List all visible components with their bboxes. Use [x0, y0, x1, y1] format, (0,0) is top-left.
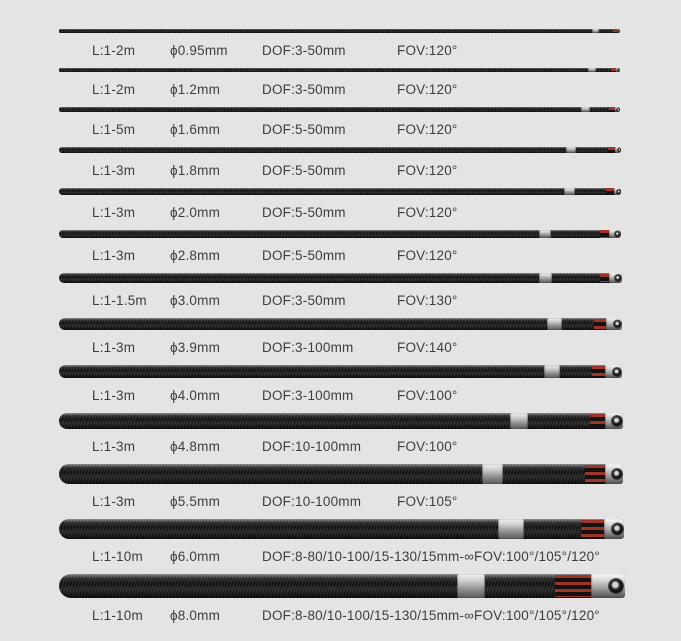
probe-fov-label: FOV:130°	[397, 293, 458, 308]
probe-fov-label: FOV:120°	[397, 122, 458, 137]
camera-head	[615, 107, 620, 112]
cable-tip-depth-stripes	[592, 366, 605, 377]
probe-row	[0, 519, 681, 574]
probe-diameter-label: ϕ4.0mm	[170, 388, 221, 403]
probe-cable-image	[59, 365, 622, 378]
probe-spec-line	[0, 378, 681, 413]
probe-cable-image	[59, 147, 621, 153]
probe-cable-image	[59, 107, 620, 112]
cable-braid-texture	[59, 107, 620, 112]
camera-head	[614, 188, 621, 195]
camera-head	[605, 365, 622, 378]
probe-dof-label: DOF:3-50mm	[262, 293, 346, 308]
camera-lens-icon	[617, 108, 620, 111]
probe-spec-line	[0, 598, 681, 633]
probe-row	[0, 365, 681, 413]
probe-fov-label: FOV:140°	[397, 340, 458, 355]
probe-cable-image	[59, 273, 622, 283]
cable-braid-texture	[59, 519, 624, 539]
cable-collar	[539, 273, 552, 283]
camera-head	[616, 68, 620, 72]
cable-braid-texture	[59, 29, 620, 33]
camera-lens-icon	[615, 232, 620, 237]
cable-braid-texture	[59, 188, 621, 195]
probe-fov-label: FOV:120°	[397, 82, 458, 97]
probe-fov-label: FOV:105°	[397, 494, 458, 509]
probe-fov-label: FOV:120°	[397, 205, 458, 220]
probe-length-label: L:1-3m	[92, 163, 136, 178]
cable-tip-depth-stripes	[594, 319, 606, 330]
cable-collar	[498, 519, 524, 539]
probe-dof-label: DOF:3-50mm	[262, 82, 346, 97]
cable-collar	[539, 230, 551, 238]
camera-head	[605, 413, 623, 429]
cable-tip-depth-stripes	[600, 274, 609, 283]
cable-collar	[482, 464, 503, 484]
probe-row	[0, 273, 681, 318]
probe-length-label: L:1-1.5m	[92, 293, 147, 308]
probe-cable-image	[59, 464, 623, 484]
probe-cable-image	[59, 29, 620, 33]
probe-diameter-label: ϕ6.0mm	[170, 549, 221, 564]
probe-diameter-label: ϕ2.0mm	[170, 205, 221, 220]
camera-head	[605, 464, 623, 484]
cable-tip-depth-stripes	[606, 188, 614, 194]
cable-braid-texture	[59, 147, 621, 153]
probe-diameter-label: ϕ3.0mm	[170, 293, 221, 308]
camera-lens-icon	[612, 416, 622, 426]
probe-dof-label: DOF:10-100mm	[262, 494, 362, 509]
camera-head	[606, 318, 622, 330]
cable-tip-depth-stripes	[590, 414, 605, 428]
camera-head	[615, 147, 621, 153]
cable-braid-texture	[59, 413, 623, 429]
probe-diameter-label: ϕ1.8mm	[170, 163, 221, 178]
probe-fov-label: FOV:100°/105°/120°	[474, 608, 600, 623]
cable-collar	[457, 574, 485, 598]
probe-cable-image	[59, 230, 621, 238]
cable-collar	[566, 147, 576, 153]
probe-dof-label: DOF:3-100mm	[262, 340, 354, 355]
probe-dof-label: DOF:3-50mm	[262, 43, 346, 58]
probe-cable-image	[59, 519, 624, 539]
probe-diameter-label: ϕ4.8mm	[170, 439, 221, 454]
camera-head	[591, 574, 625, 598]
probe-dof-label: DOF:5-50mm	[262, 122, 346, 137]
probe-row	[0, 230, 681, 273]
probe-row	[0, 574, 681, 633]
probe-spec-line	[0, 153, 681, 188]
cable-collar	[564, 188, 575, 195]
camera-lens-icon	[614, 321, 621, 328]
probe-spec-line	[0, 72, 681, 107]
cable-collar	[581, 107, 590, 112]
probe-row	[0, 68, 681, 107]
probe-fov-label: FOV:100°/105°/120°	[474, 549, 600, 564]
probe-length-label: L:1-10m	[92, 608, 143, 623]
probe-dof-label: DOF:8-80/10-100/15-130/15mm-∞	[262, 608, 475, 623]
cable-braid-texture	[59, 230, 621, 238]
probe-dof-label: DOF:10-100mm	[262, 439, 362, 454]
probe-length-label: L:1-3m	[92, 248, 136, 263]
probe-diameter-label: ϕ1.2mm	[170, 82, 221, 97]
probe-length-label: L:1-2m	[92, 82, 136, 97]
probe-dof-label: DOF:5-50mm	[262, 205, 346, 220]
probe-fov-label: FOV:120°	[397, 43, 458, 58]
probe-spec-line	[0, 238, 681, 273]
probe-diameter-label: ϕ0.95mm	[170, 43, 228, 58]
probe-length-label: L:1-3m	[92, 494, 136, 509]
cable-collar	[592, 29, 599, 33]
probe-spec-line	[0, 33, 681, 68]
probe-diameter-label: ϕ8.0mm	[170, 608, 221, 623]
probe-row	[0, 147, 681, 188]
probe-cable-image	[59, 188, 621, 195]
probe-length-label: L:1-3m	[92, 439, 136, 454]
probe-spec-line	[0, 112, 681, 147]
probe-row	[0, 29, 681, 68]
probe-fov-label: FOV:120°	[397, 248, 458, 263]
camera-lens-icon	[612, 469, 622, 479]
probe-length-label: L:1-3m	[92, 205, 136, 220]
camera-lens-icon	[615, 275, 621, 281]
cable-collar	[547, 318, 562, 330]
probe-row	[0, 188, 681, 230]
camera-lens-icon	[612, 524, 623, 535]
probe-diameter-label: ϕ2.8mm	[170, 248, 221, 263]
probe-row	[0, 413, 681, 464]
probe-fov-label: FOV:100°	[397, 439, 458, 454]
camera-head	[609, 230, 621, 238]
probe-spec-line	[0, 484, 681, 519]
probe-diameter-label: ϕ1.6mm	[170, 122, 221, 137]
probe-fov-label: FOV:120°	[397, 163, 458, 178]
camera-lens-icon	[618, 30, 620, 32]
probe-diameter-label: ϕ3.9mm	[170, 340, 221, 355]
probe-spec-line	[0, 539, 681, 574]
cable-collar	[544, 365, 560, 378]
cable-braid-texture	[59, 68, 620, 72]
probe-cable-image	[59, 318, 622, 330]
probe-row	[0, 107, 681, 147]
probe-dof-label: DOF:5-50mm	[262, 248, 346, 263]
camera-lens-icon	[618, 69, 620, 71]
cable-braid-texture	[59, 273, 622, 283]
camera-lens-icon	[609, 579, 623, 593]
probe-row	[0, 318, 681, 365]
camera-head	[609, 273, 622, 283]
cable-tip-depth-stripes	[608, 147, 615, 152]
cable-tip-depth-stripes	[581, 520, 604, 538]
probe-dof-label: DOF:5-50mm	[262, 163, 346, 178]
probe-cable-image	[59, 574, 625, 598]
probe-cable-image	[59, 68, 620, 72]
probe-cable-image	[59, 413, 623, 429]
probe-dof-label: DOF:8-80/10-100/15-130/15mm-∞	[262, 549, 475, 564]
probe-spec-line	[0, 195, 681, 230]
cable-tip-depth-stripes	[585, 465, 605, 483]
probe-spec-line	[0, 330, 681, 365]
camera-lens-icon	[618, 149, 621, 152]
cable-tip-depth-stripes	[600, 230, 609, 237]
probe-spec-line	[0, 429, 681, 464]
probe-length-label: L:1-5m	[92, 122, 136, 137]
probe-dof-label: DOF:3-100mm	[262, 388, 354, 403]
camera-head	[604, 519, 624, 539]
cable-tip-depth-stripes	[555, 575, 591, 596]
probe-length-label: L:1-2m	[92, 43, 136, 58]
probe-row	[0, 464, 681, 519]
probe-fov-label: FOV:100°	[397, 388, 458, 403]
cable-braid-texture	[59, 464, 623, 484]
probe-length-label: L:1-3m	[92, 388, 136, 403]
probe-diameter-label: ϕ5.5mm	[170, 494, 221, 509]
camera-lens-icon	[613, 368, 621, 376]
cable-braid-texture	[59, 574, 625, 598]
cable-braid-texture	[59, 318, 622, 330]
cable-collar	[588, 68, 596, 72]
probe-spec-line	[0, 283, 681, 318]
cable-braid-texture	[59, 365, 622, 378]
cable-collar	[510, 413, 528, 429]
probe-length-label: L:1-3m	[92, 340, 136, 355]
camera-lens-icon	[617, 190, 621, 194]
probe-length-label: L:1-10m	[92, 549, 143, 564]
